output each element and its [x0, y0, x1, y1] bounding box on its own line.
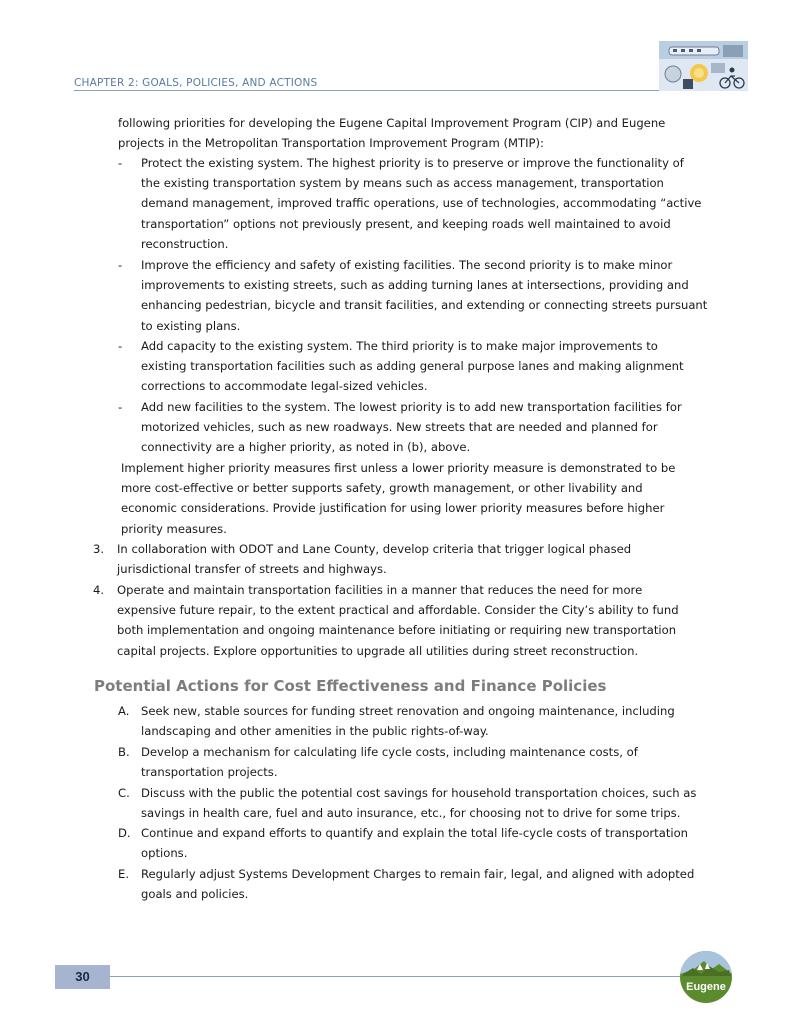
priority-line: the existing transportation system by means such as access management, transportation: [141, 176, 664, 191]
dash-marker: -: [118, 400, 123, 414]
action-line: options.: [141, 846, 188, 861]
dash-marker: -: [118, 258, 123, 272]
page-number-box: [55, 965, 110, 989]
action-line: savings in health care, fuel and auto insurance, etc., for choosing not to drive for some trips.: [141, 806, 681, 821]
implement-line: Implement higher priority measures first unless a lower priority measure is demonstrated to be: [121, 461, 676, 475]
numbered-line: Operate and maintain transportation facilities in a manner that reduces the need for more: [117, 583, 643, 597]
action-letter: B.: [118, 745, 130, 759]
priority-line: to existing plans.: [141, 318, 241, 333]
priority-line: Add new facilities to the system. The lowest priority is to add new transportation facilities for: [141, 400, 682, 414]
priority-line: Add capacity to the existing system. The third priority is to make major improvements to: [141, 339, 658, 353]
dash-marker: -: [118, 339, 123, 353]
intro-line: projects in the Metropolitan Transportation Improvement Program (MTIP):: [118, 136, 544, 151]
implement-line: priority measures.: [121, 521, 227, 536]
priority-line: transportation” options not previously present, and keeping roads well maintained to avoid: [141, 216, 671, 231]
action-line: transportation projects.: [141, 765, 278, 780]
eugene-logo-icon: [679, 950, 733, 1004]
implement-paragraph: [121, 458, 721, 539]
numbered-line: In collaboration with ODOT and Lane County, develop criteria that trigger logical phased: [117, 542, 632, 556]
numbered-line: capital projects. Explore opportunities to upgrade all utilities during street reconstruction.: [117, 643, 639, 658]
item-number: 4.: [93, 583, 105, 597]
numbered-line: both implementation and ongoing maintenance before initiating or requiring new transportation: [117, 623, 677, 638]
action-letter: C.: [118, 786, 130, 800]
implement-line: economic considerations. Provide justification for using lower priority measures before higher: [121, 501, 665, 516]
action-line: goals and policies.: [141, 887, 249, 902]
priority-line: Protect the existing system. The highest priority is to preserve or improve the functionality of: [141, 156, 684, 170]
priority-line: reconstruction.: [141, 236, 229, 251]
intro-paragraph: [118, 113, 718, 153]
section-heading: Potential Actions for Cost Effectiveness and Finance Policies: [94, 677, 607, 695]
chapter-title: CHAPTER 2: GOALS, POLICIES, AND ACTIONS: [74, 77, 318, 89]
priority-line: motorized vehicles, such as new roadways. New streets that are needed and planned for: [141, 420, 658, 435]
logo-text: Eugene: [686, 981, 726, 993]
implement-line: more cost-effective or better supports safety, growth management, or other livability and: [121, 481, 643, 496]
action-letter: D.: [118, 826, 131, 840]
intro-line: following priorities for developing the Eugene Capital Improvement Program (CIP) and Eugene: [118, 116, 666, 130]
footer-divider: [110, 976, 692, 977]
numbered-line: jurisdictional transfer of streets and highways.: [117, 562, 387, 577]
action-letter: E.: [118, 867, 130, 881]
item-number: 3.: [93, 542, 105, 556]
priority-line: existing transportation facilities such as adding general purpose lanes and making alignment: [141, 359, 684, 374]
action-line: Continue and expand efforts to quantify and explain the total life-cycle costs of transportation: [141, 826, 689, 840]
header-divider: [74, 90, 748, 91]
action-line: landscaping and other amenities in the public rights-of-way.: [141, 724, 489, 739]
action-line: Regularly adjust Systems Development Charges to remain fair, legal, and aligned with adopted: [141, 867, 695, 881]
priority-line: improvements to existing streets, such as adding turning lanes at intersections, providing and: [141, 278, 689, 293]
priority-line: corrections to accommodate legal-sized vehicles.: [141, 379, 428, 394]
priority-line: Improve the efficiency and safety of existing facilities. The second priority is to make minor: [141, 258, 673, 272]
action-line: Develop a mechanism for calculating life cycle costs, including maintenance costs, of: [141, 745, 638, 759]
priority-line: demand management, improved traffic operations, use of technologies, accommodating “active: [141, 196, 702, 211]
priority-line: enhancing pedestrian, bicycle and transit facilities, and extending or connecting streets pursuant: [141, 298, 708, 313]
dash-marker: -: [118, 156, 123, 170]
action-letter: A.: [118, 704, 130, 718]
action-line: Seek new, stable sources for funding street renovation and ongoing maintenance, including: [141, 704, 675, 718]
page-number: 30: [75, 969, 90, 984]
transportation-collage-icon: [659, 41, 748, 91]
priority-line: connectivity are a higher priority, as noted in (b), above.: [141, 440, 471, 455]
action-line: Discuss with the public the potential cost savings for household transportation choices, such as: [141, 786, 697, 800]
numbered-line: expensive future repair, to the extent practical and affordable. Consider the City’s ability to fund: [117, 603, 679, 618]
